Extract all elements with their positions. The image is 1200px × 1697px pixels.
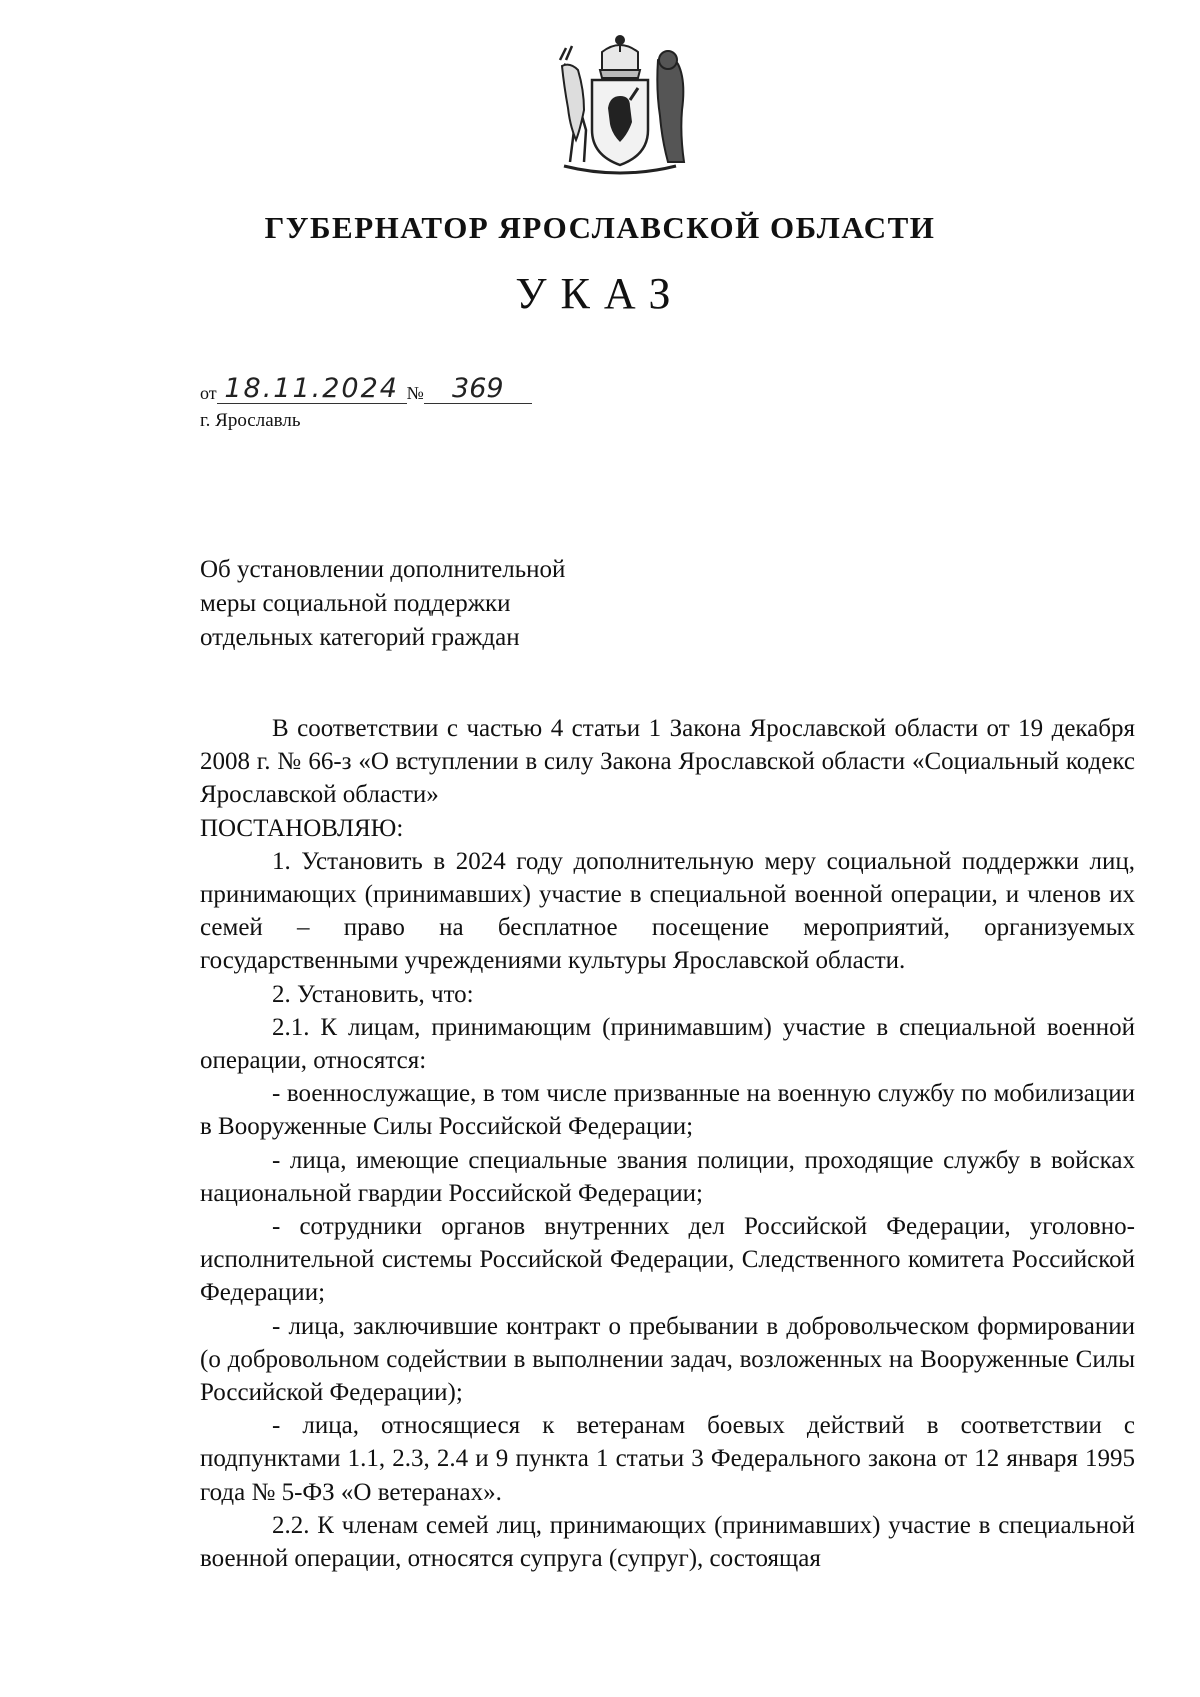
number-prefix: № bbox=[406, 383, 424, 403]
list-item: - сотрудники органов внутренних дел Российской Федерации, уголовно-исполнительной системы Российской Федерации, Следственного комитета Российской Федерации; bbox=[200, 1213, 1135, 1307]
subject-line: меры социальной поддержки bbox=[200, 590, 511, 617]
list-item: - лица, имеющие специальные звания полиции, проходящие службу в войсках национальной гвардии Российской Федерации; bbox=[200, 1146, 1135, 1207]
list-item: - лица, заключившие контракт о пребывании в добровольческом формировании (о добровольном содействии в выполнении задач, возложенных на Вооруженные Силы Российской Федерации); bbox=[200, 1312, 1135, 1407]
issuing-authority: ГУБЕРНАТОР ЯРОСЛАВСКОЙ ОБЛАСТИ bbox=[264, 210, 936, 245]
list-item: - лица, относящиеся к ветеранам боевых действий в соответствии с подпунктами 1.1, 2.3, 2.4 и 9 пункта 1 статьи 3 Федерального закона от 12 января 1995 года № 5-ФЗ «О ветеранах». bbox=[200, 1412, 1135, 1506]
subject-line: отдельных категорий граждан bbox=[200, 624, 520, 651]
clause-2-2: 2.2. К членам семей лиц, принимающих (принимавших) участие в специальной военной операции, относятся супруга (супруг), состоящая bbox=[200, 1511, 1135, 1573]
clause-2: 2. Установить, что: bbox=[272, 980, 474, 1008]
decree-word: ПОСТАНОВЛЯЮ: bbox=[200, 814, 404, 842]
list-item: - военнослужащие, в том числе призванные на военную службу по мобилизации в Вооруженные Силы Российской Федерации; bbox=[200, 1080, 1135, 1141]
clause-1: 1. Установить в 2024 году дополнительную меру социальной поддержки лиц, принимающих (принимавших) участие в специальной военной операции, и членов их семей – право на бесплатное посещение мероприятий, организуемых государственными учреждениями культуры Ярославской области. bbox=[200, 847, 1135, 975]
date-prefix: от bbox=[200, 383, 217, 403]
document-number: 369 bbox=[424, 375, 532, 404]
date-number-row bbox=[200, 372, 532, 404]
coat-of-arms-icon bbox=[540, 30, 700, 180]
document-subject bbox=[200, 553, 565, 655]
document-meta bbox=[200, 372, 532, 432]
subject-line: Об установлении дополнительной bbox=[200, 556, 566, 583]
document-type: УКАЗ bbox=[515, 269, 685, 318]
document-city: г. Ярославль bbox=[200, 410, 301, 431]
document-date: 18.11.2024 bbox=[217, 375, 407, 404]
document-body bbox=[200, 712, 1135, 1575]
preamble-paragraph: В соответствии с частью 4 статьи 1 Закона Ярославской области от 19 декабря 2008 г. № 66-з «О вступлении в силу Закона Ярославской области «Социальный кодекс Ярославской области» bbox=[200, 715, 1135, 809]
clause-2-1: 2.1. К лицам, принимающим (принимавшим) участие в специальной военной операции, относятся: bbox=[200, 1013, 1135, 1075]
